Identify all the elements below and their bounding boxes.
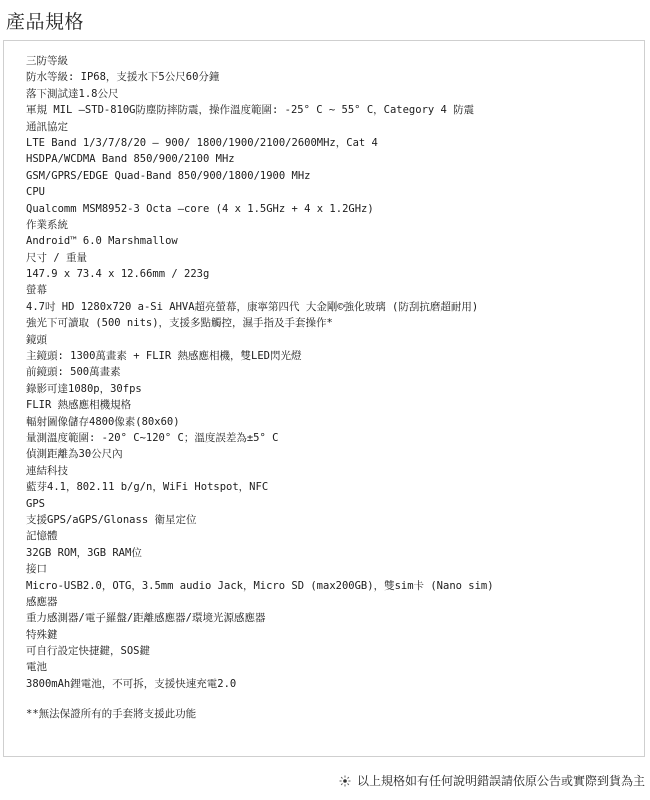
spec-line: 連結科技 <box>26 464 68 477</box>
spec-line: 軍規 MIL —STD-810G防塵防摔防震，操作溫度範圍: -25° C ~ 55° C，Category 4 防震 <box>26 104 475 117</box>
spec-line: 147.9 x 73.4 x 12.66mm / 223g <box>26 268 210 281</box>
spec-line: 電池 <box>26 661 47 674</box>
spec-line: 可自行設定快捷鍵，SOS鍵 <box>26 645 150 658</box>
spec-line: 偵測距離為30公尺內 <box>26 448 123 461</box>
spec-line: 量測溫度範圍: -20° C~120° C；溫度誤差為±5° C <box>26 431 279 444</box>
spec-line: HSDPA/WCDMA Band 850/900/2100 MHz <box>26 153 235 166</box>
spec-line: FLIR 熱感應相機規格 <box>26 399 132 412</box>
spec-line: 強光下可讀取 (500 nits)，支援多點觸控，濕手指及手套操作* <box>26 317 333 330</box>
spec-line: 32GB ROM，3GB RAM位 <box>26 546 142 559</box>
spec-line: CPU <box>26 186 45 199</box>
spec-line: **無法保證所有的手套將支援此功能 <box>26 708 197 721</box>
spec-line: Qualcomm MSM8952-3 Octa —core (4 x 1.5GHz + 4 x 1.2GHz) <box>26 202 374 215</box>
spec-line: Micro-USB2.0，OTG，3.5mm audio Jack，Micro SD (max200GB)，雙sim卡 (Nano sim) <box>26 579 494 592</box>
spec-line: Android™ 6.0 Marshmallow <box>26 235 178 248</box>
spec-line: 螢幕 <box>26 284 47 297</box>
spec-panel <box>3 40 645 757</box>
spec-line: 前鏡頭: 500萬畫素 <box>26 366 121 379</box>
spec-line: 記憶體 <box>26 530 58 543</box>
spec-line: 落下測試達1.8公尺 <box>26 87 119 100</box>
disclaimer-note <box>339 772 645 789</box>
spec-line: LTE Band 1/3/7/8/20 — 900/ 1800/1900/2100/2600MHz，Cat 4 <box>26 136 378 149</box>
spec-line: 重力感測器/電子羅盤/距離感應器/環境光源感應器 <box>26 612 266 625</box>
disclaimer-text: 以上規格如有任何說明錯誤請依原公告或實際到貨為主 <box>356 774 645 788</box>
spec-line: 4.7吋 HD 1280x720 a-Si AHVA超亮螢幕，康寧第四代 大金剛©強化玻璃 (防刮抗磨超耐用) <box>26 300 479 313</box>
spec-line: 三防等級 <box>26 55 68 67</box>
spec-line: 尺寸 / 重量 <box>26 251 87 264</box>
spec-line <box>26 692 642 706</box>
spec-line: GSM/GPRS/EDGE Quad-Band 850/900/1800/1900 MHz <box>26 169 311 182</box>
spec-line: 輻射圖像儲存4800像素(80x60) <box>26 415 180 428</box>
page-title: 產品規格 <box>6 11 85 33</box>
radiant-bullet-icon <box>339 775 351 787</box>
spec-line: 感應器 <box>26 595 58 608</box>
spec-list <box>26 53 642 723</box>
spec-line: 作業系統 <box>26 218 68 231</box>
spec-line: 接口 <box>26 563 47 576</box>
spec-line: 3800mAh鋰電池，不可拆，支援快速充電2.0 <box>26 677 237 690</box>
spec-line: 支援GPS/aGPS/Glonass 衛星定位 <box>26 513 197 526</box>
spec-line: 鏡頭 <box>26 333 47 346</box>
spec-line: 主鏡頭: 1300萬畫素 + FLIR 熱感應相機，雙LED閃光燈 <box>26 350 302 363</box>
spec-line: 通訊協定 <box>26 120 68 133</box>
spec-line: 藍芽4.1，802.11 b/g/n，WiFi Hotspot，NFC <box>26 481 269 494</box>
spec-line: 特殊鍵 <box>26 628 58 641</box>
spec-line: 錄影可達1080p，30fps <box>26 382 142 395</box>
spec-line: GPS <box>26 497 45 510</box>
spec-line: 防水等級: IP68，支援水下5公尺60分鐘 <box>26 71 220 84</box>
